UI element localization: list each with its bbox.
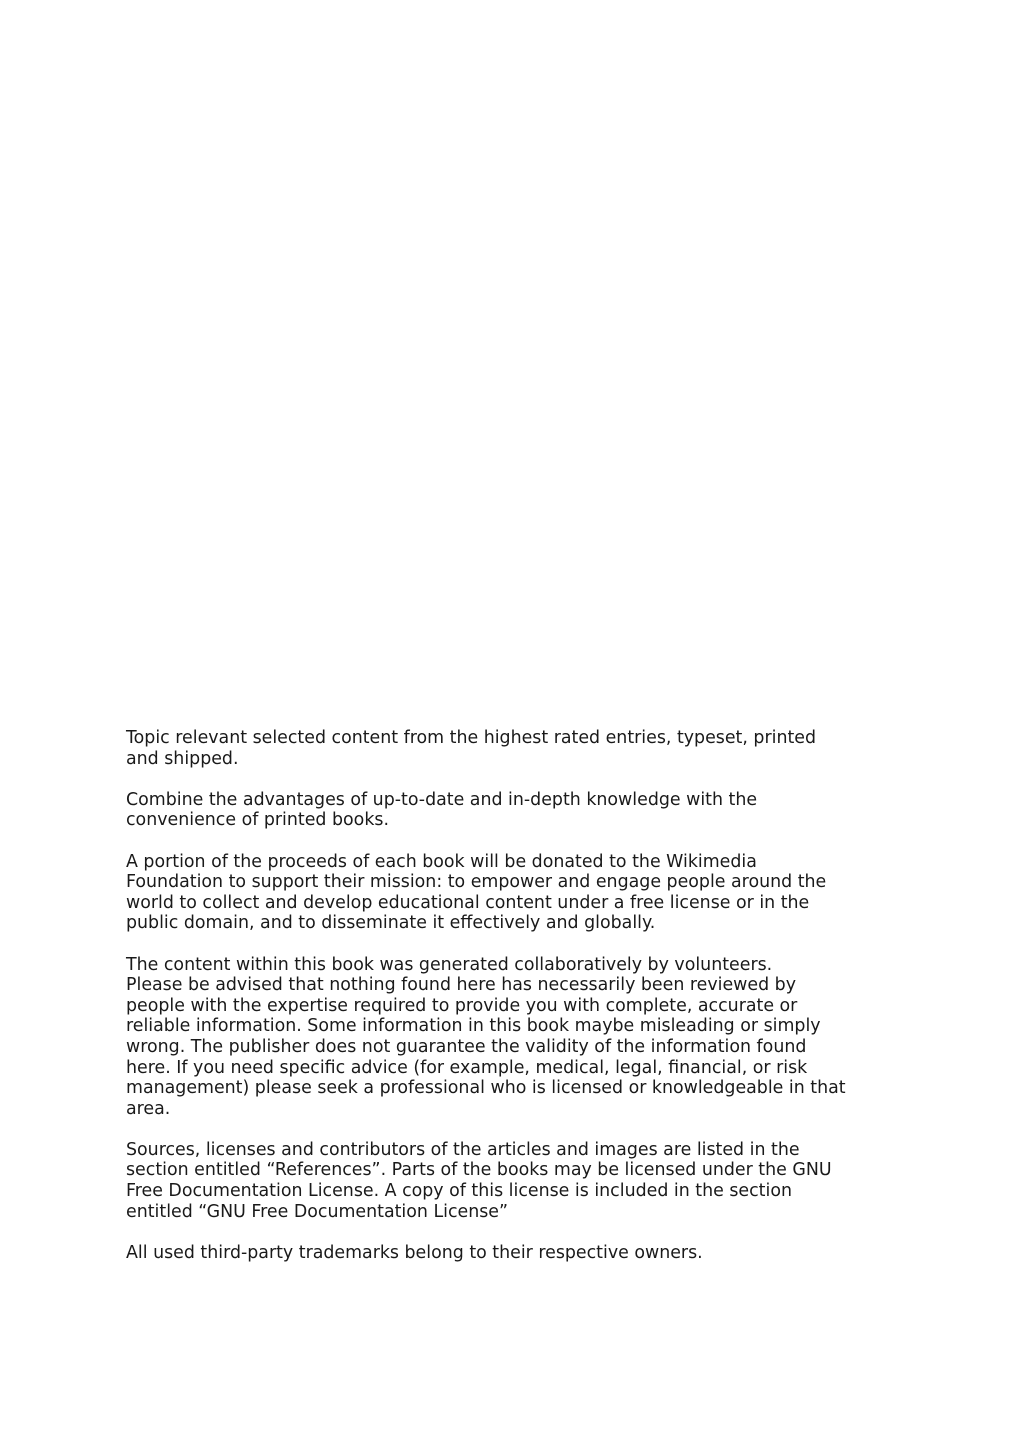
text-line: and shipped. [126,748,239,769]
text-line: world to collect and develop educational content under a free license or in the [126,892,810,913]
paragraph-trademarks [126,1243,856,1264]
text-line: The content within this book was generated collaboratively by volunteers. [126,954,773,975]
text-line: Please be advised that nothing found here has necessarily been reviewed by [126,975,796,996]
paragraph-advantages [126,790,856,831]
text-line: area. [126,1098,171,1119]
paragraph-wikimedia-donation [126,852,856,934]
text-line: Free Documentation License. A copy of this license is included in the section [126,1181,792,1202]
text-line: reliable information. Some information in this book maybe misleading or simply [126,1016,821,1037]
text-line: All used third-party trademarks belong to their respective owners. [126,1242,703,1263]
text-line: convenience of printed books. [126,810,389,831]
text-line: Foundation to support their mission: to empower and engage people around the [126,872,827,893]
text-line: entitled “GNU Free Documentation License” [126,1201,509,1222]
text-line: management) please seek a professional who is licensed or knowledgeable in that [126,1078,846,1099]
text-line: people with the expertise required to provide you with complete, accurate or [126,995,798,1016]
disclaimer-text-block [126,728,856,1263]
text-line: Combine the advantages of up-to-date and in-depth knowledge with the [126,789,758,810]
text-line: public domain, and to disseminate it effectively and globally. [126,913,656,934]
paragraph-intro [126,728,856,769]
text-line: Topic relevant selected content from the highest rated entries, typeset, printed [126,728,817,748]
paragraph-sources-licenses [126,1140,856,1222]
text-line: here. If you need specific advice (for example, medical, legal, financial, or risk [126,1057,808,1078]
text-line: Sources, licenses and contributors of the articles and images are listed in the [126,1139,800,1160]
paragraph-content-disclaimer [126,955,856,1120]
text-line: section entitled “References”. Parts of the books may be licensed under the GNU [126,1160,832,1181]
text-line: A portion of the proceeds of each book will be donated to the Wikimedia [126,851,757,872]
text-line: wrong. The publisher does not guarantee the validity of the information found [126,1036,807,1057]
